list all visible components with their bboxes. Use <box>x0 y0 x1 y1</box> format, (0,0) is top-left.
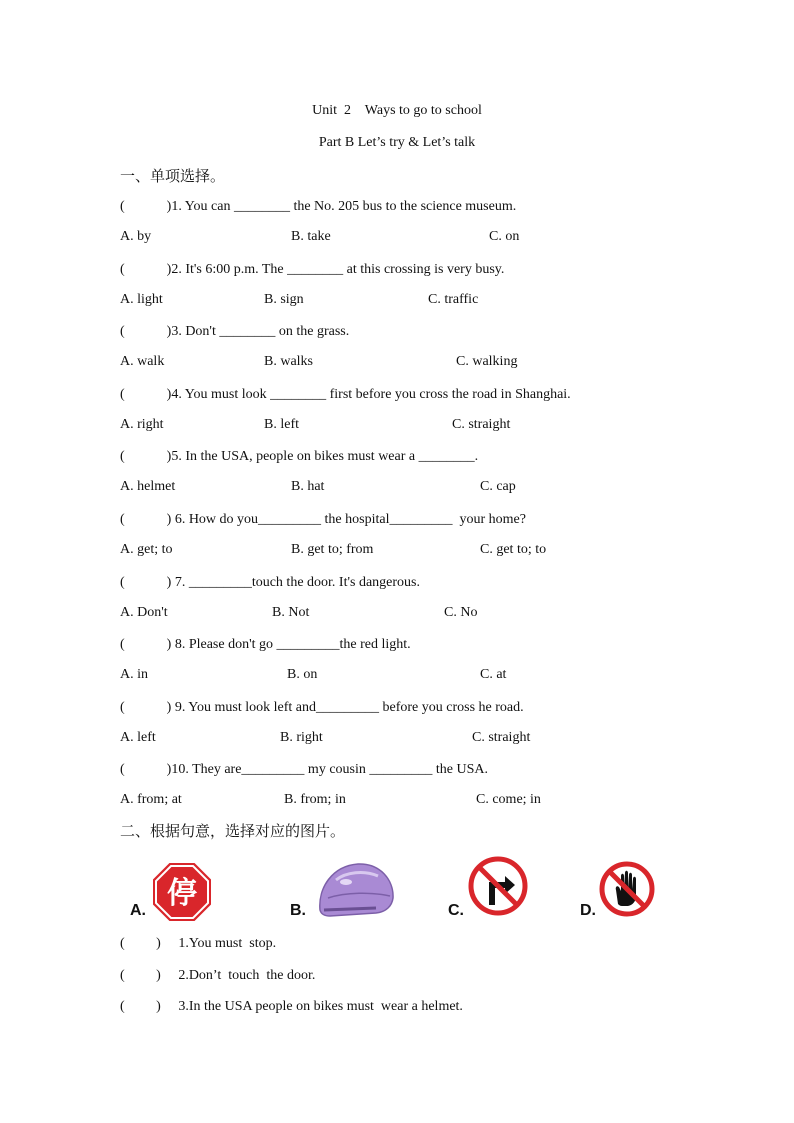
question-stem: ( )1. You can ________ the No. 205 bus to the science museum. <box>120 199 517 214</box>
question-option: A. Don't <box>120 604 168 620</box>
question-option: C. on <box>489 229 520 244</box>
question-option: C. come; in <box>476 792 541 808</box>
question-option: C. at <box>480 667 507 683</box>
question-option: A. right <box>120 416 164 432</box>
question-stem: ( ) 7. _________touch the door. It's dangerous. <box>120 574 420 590</box>
question-option: A. walk <box>120 354 165 370</box>
question-option: B. Not <box>272 604 310 620</box>
matching-item: ( ) 2.Don’t touch the door. <box>120 967 316 983</box>
question-option: A. light <box>120 291 163 307</box>
no-right-turn-icon <box>467 855 529 917</box>
question-stem: ( )3. Don't ________ on the grass. <box>120 324 350 340</box>
question-stem: ( )4. You must look ________ first before you cross the road in Shanghai. <box>120 386 571 402</box>
question-option: B. walks <box>264 354 313 370</box>
section-1-heading: 一、单项选择。 <box>120 167 226 185</box>
question-option: A. get; to <box>120 542 173 557</box>
question-option: C. cap <box>480 479 516 495</box>
question-option: C. straight <box>472 729 531 745</box>
question-option: B. on <box>287 667 318 683</box>
question-stem: ( ) 9. You must look left and_________ before you cross he road. <box>120 699 524 715</box>
question-option: C. traffic <box>428 291 479 307</box>
question-option: B. from; in <box>284 792 346 808</box>
question-option: B. take <box>291 229 331 244</box>
question-option: A. from; at <box>120 792 182 808</box>
question-option: A. helmet <box>120 479 176 495</box>
question-stem: ( ) 6. How do you_________ the hospital_________ your home? <box>120 512 526 527</box>
no-touch-icon <box>598 860 656 918</box>
page-subtitle: Part B Let’s try & Let’s talk <box>318 135 476 150</box>
question-option: B. right <box>280 729 323 745</box>
question-stem: ( )2. It's 6:00 p.m. The ________ at this crossing is very busy. <box>120 261 505 277</box>
question-stem: ( )10. They are_________ my cousin _________ the USA. <box>120 762 488 778</box>
question-option: C. get to; to <box>480 542 547 557</box>
helmet-icon <box>316 858 396 920</box>
picture-a-label: A. <box>130 902 146 919</box>
section-2-heading: 二、根据句意，选择对应的图片。 <box>120 822 346 840</box>
question-option: B. left <box>264 416 299 432</box>
picture-c-label: C. <box>448 902 464 919</box>
question-option: C. walking <box>456 354 518 370</box>
question-option: A. in <box>120 667 148 683</box>
question-stem: ( ) 8. Please don't go _________the red light. <box>120 637 411 653</box>
question-option: C. No <box>444 604 478 620</box>
matching-item: ( ) 1.You must stop. <box>120 936 277 951</box>
matching-item: ( ) 3.In the USA people on bikes must wear a helmet. <box>120 999 463 1014</box>
question-stem: ( )5. In the USA, people on bikes must wear a ________. <box>120 449 479 465</box>
stop-sign-text: 停 <box>167 876 197 911</box>
question-option: C. straight <box>452 416 511 432</box>
page-title: Unit 2 Ways to go to school <box>312 103 482 118</box>
picture-b-label: B. <box>290 902 306 919</box>
question-option: B. get to; from <box>291 542 374 557</box>
picture-d-label: D. <box>580 902 596 919</box>
question-option: A. by <box>120 229 152 244</box>
stop-sign-icon <box>150 860 214 924</box>
question-option: B. sign <box>264 291 304 307</box>
question-option: A. left <box>120 729 156 745</box>
question-option: B. hat <box>291 479 325 495</box>
